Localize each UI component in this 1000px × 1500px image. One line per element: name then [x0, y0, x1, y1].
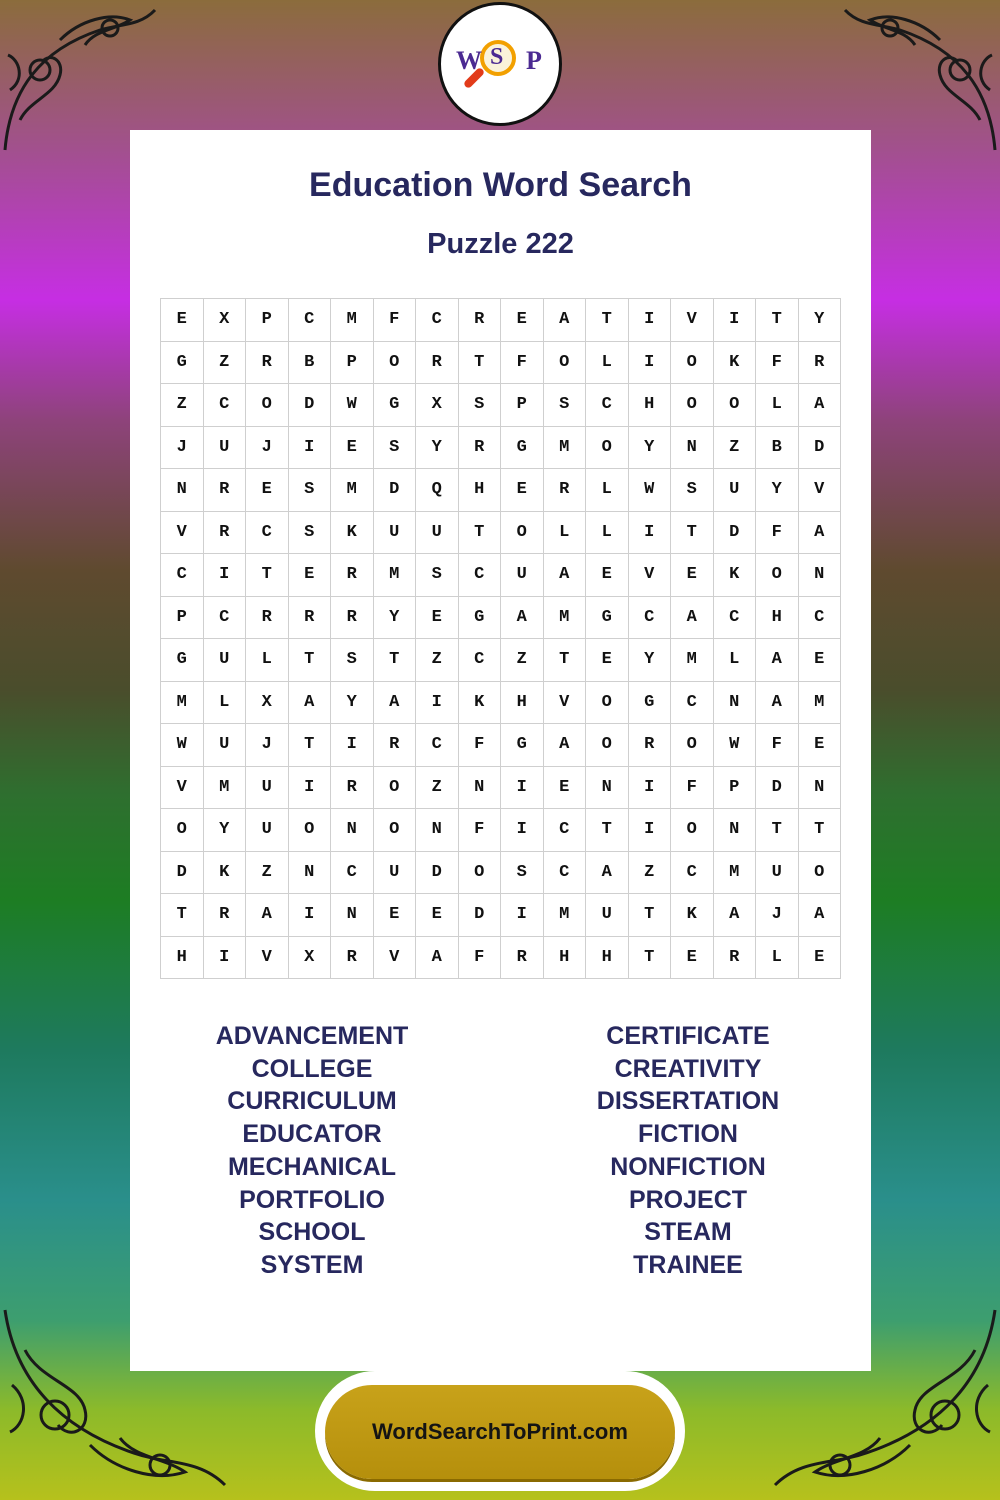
grid-cell[interactable]: K: [671, 894, 714, 937]
grid-cell[interactable]: O: [671, 724, 714, 767]
grid-cell[interactable]: Y: [756, 469, 799, 512]
grid-cell[interactable]: T: [246, 554, 289, 597]
grid-cell[interactable]: R: [629, 724, 672, 767]
grid-cell[interactable]: M: [374, 554, 417, 597]
grid-cell[interactable]: H: [501, 682, 544, 725]
word-list-item: STEAM: [644, 1218, 732, 1247]
grid-cell[interactable]: X: [246, 682, 289, 725]
grid-cell[interactable]: P: [161, 597, 204, 640]
grid-cell[interactable]: U: [586, 894, 629, 937]
grid-cell[interactable]: O: [586, 427, 629, 470]
grid-cell[interactable]: F: [671, 767, 714, 810]
word-list-item: PROJECT: [628, 1185, 748, 1214]
grid-cell[interactable]: Z: [204, 342, 247, 385]
grid-cell[interactable]: U: [204, 724, 247, 767]
grid-cell[interactable]: O: [246, 384, 289, 427]
grid-cell[interactable]: O: [544, 342, 587, 385]
grid-cell[interactable]: L: [714, 639, 757, 682]
grid-cell[interactable]: N: [331, 809, 374, 852]
grid-cell[interactable]: F: [756, 724, 799, 767]
grid-cell[interactable]: M: [331, 299, 374, 342]
grid-cell[interactable]: R: [501, 937, 544, 980]
grid-cell[interactable]: X: [204, 299, 247, 342]
grid-cell[interactable]: H: [629, 384, 672, 427]
grid-cell[interactable]: D: [459, 894, 502, 937]
grid-cell[interactable]: O: [459, 852, 502, 895]
grid-cell[interactable]: K: [204, 852, 247, 895]
grid-cell[interactable]: S: [374, 427, 417, 470]
grid-cell[interactable]: R: [204, 469, 247, 512]
grid-cell[interactable]: L: [204, 682, 247, 725]
grid-cell[interactable]: F: [459, 724, 502, 767]
grid-cell[interactable]: B: [289, 342, 332, 385]
grid-cell[interactable]: C: [671, 682, 714, 725]
grid-cell[interactable]: R: [544, 469, 587, 512]
grid-cell[interactable]: E: [799, 724, 842, 767]
word-list-item: CERTIFICATE: [606, 1022, 770, 1050]
grid-cell[interactable]: E: [331, 427, 374, 470]
grid-cell[interactable]: M: [671, 639, 714, 682]
grid-cell[interactable]: Z: [246, 852, 289, 895]
grid-cell[interactable]: U: [501, 554, 544, 597]
grid-cell[interactable]: P: [501, 384, 544, 427]
grid-cell[interactable]: J: [246, 427, 289, 470]
grid-cell[interactable]: I: [501, 809, 544, 852]
grid-cell[interactable]: Y: [331, 682, 374, 725]
word-list-item: FICTION: [638, 1120, 738, 1149]
grid-cell[interactable]: O: [586, 682, 629, 725]
grid-cell[interactable]: I: [204, 937, 247, 980]
grid-cell[interactable]: P: [246, 299, 289, 342]
grid-cell[interactable]: O: [501, 512, 544, 555]
grid-cell[interactable]: G: [374, 384, 417, 427]
grid-cell[interactable]: O: [671, 809, 714, 852]
letter-grid: [160, 298, 841, 979]
grid-cell[interactable]: H: [586, 937, 629, 980]
grid-cell[interactable]: F: [374, 299, 417, 342]
grid-cell[interactable]: T: [459, 342, 502, 385]
grid-cell[interactable]: E: [799, 937, 842, 980]
grid-cell[interactable]: G: [501, 427, 544, 470]
grid-cell[interactable]: E: [586, 639, 629, 682]
grid-cell[interactable]: H: [459, 469, 502, 512]
grid-cell[interactable]: C: [629, 597, 672, 640]
grid-cell[interactable]: T: [289, 639, 332, 682]
grid-cell[interactable]: I: [629, 809, 672, 852]
grid-cell[interactable]: N: [671, 427, 714, 470]
grid-cell[interactable]: E: [586, 554, 629, 597]
grid-cell[interactable]: U: [714, 469, 757, 512]
word-list-item: CURRICULUM: [227, 1087, 397, 1116]
grid-cell[interactable]: D: [161, 852, 204, 895]
grid-cell[interactable]: K: [459, 682, 502, 725]
grid-cell[interactable]: C: [544, 852, 587, 895]
grid-cell[interactable]: C: [204, 384, 247, 427]
grid-cell[interactable]: I: [416, 682, 459, 725]
grid-cell[interactable]: E: [246, 469, 289, 512]
grid-cell[interactable]: O: [799, 852, 842, 895]
site-link-button[interactable]: WordSearchToPrint.com: [325, 1385, 675, 1479]
grid-cell[interactable]: X: [289, 937, 332, 980]
grid-cell[interactable]: W: [629, 469, 672, 512]
grid-cell[interactable]: M: [799, 682, 842, 725]
grid-cell[interactable]: H: [161, 937, 204, 980]
grid-cell[interactable]: Y: [629, 427, 672, 470]
puzzle-number: Puzzle 222: [427, 228, 574, 260]
grid-cell[interactable]: S: [671, 469, 714, 512]
grid-cell[interactable]: M: [544, 597, 587, 640]
grid-cell[interactable]: M: [544, 427, 587, 470]
grid-cell[interactable]: A: [501, 597, 544, 640]
grid-cell[interactable]: N: [799, 554, 842, 597]
grid-cell[interactable]: H: [756, 597, 799, 640]
grid-cell[interactable]: U: [374, 852, 417, 895]
grid-cell[interactable]: W: [331, 384, 374, 427]
grid-cell[interactable]: Y: [799, 299, 842, 342]
word-list-item: NONFICTION: [610, 1152, 766, 1181]
grid-cell[interactable]: R: [204, 894, 247, 937]
grid-cell[interactable]: C: [586, 384, 629, 427]
grid-cell[interactable]: A: [544, 554, 587, 597]
grid-cell[interactable]: T: [161, 894, 204, 937]
grid-cell[interactable]: F: [756, 512, 799, 555]
grid-cell[interactable]: F: [756, 342, 799, 385]
grid-cell[interactable]: C: [289, 299, 332, 342]
grid-cell[interactable]: N: [459, 767, 502, 810]
grid-cell[interactable]: L: [544, 512, 587, 555]
grid-cell[interactable]: T: [289, 724, 332, 767]
grid-cell[interactable]: C: [204, 597, 247, 640]
word-list-left: [162, 1020, 462, 1282]
grid-cell[interactable]: M: [331, 469, 374, 512]
puzzle-card: [130, 130, 871, 1371]
grid-cell[interactable]: S: [416, 554, 459, 597]
grid-cell[interactable]: U: [246, 809, 289, 852]
grid-cell[interactable]: A: [671, 597, 714, 640]
grid-cell[interactable]: S: [544, 384, 587, 427]
grid-cell[interactable]: A: [246, 894, 289, 937]
grid-cell[interactable]: N: [586, 767, 629, 810]
grid-cell[interactable]: Y: [204, 809, 247, 852]
grid-cell[interactable]: N: [714, 809, 757, 852]
word-list-item: COLLEGE: [251, 1054, 373, 1083]
grid-cell[interactable]: E: [161, 299, 204, 342]
grid-cell[interactable]: S: [459, 384, 502, 427]
grid-cell[interactable]: D: [799, 427, 842, 470]
grid-cell[interactable]: R: [246, 597, 289, 640]
grid-cell[interactable]: S: [289, 469, 332, 512]
grid-cell[interactable]: C: [416, 299, 459, 342]
grid-cell[interactable]: V: [544, 682, 587, 725]
grid-cell[interactable]: R: [331, 554, 374, 597]
grid-cell[interactable]: W: [161, 724, 204, 767]
grid-cell[interactable]: O: [374, 809, 417, 852]
word-list-item: PORTFOLIO: [239, 1185, 385, 1214]
word-list-item: SYSTEM: [260, 1250, 364, 1279]
grid-cell[interactable]: L: [756, 937, 799, 980]
grid-cell[interactable]: A: [799, 512, 842, 555]
grid-cell[interactable]: L: [586, 469, 629, 512]
grid-cell[interactable]: S: [501, 852, 544, 895]
grid-cell[interactable]: U: [204, 639, 247, 682]
grid-cell[interactable]: Y: [374, 597, 417, 640]
grid-cell[interactable]: N: [416, 809, 459, 852]
grid-cell[interactable]: N: [714, 682, 757, 725]
grid-cell[interactable]: X: [416, 384, 459, 427]
grid-cell[interactable]: D: [374, 469, 417, 512]
grid-cell[interactable]: C: [544, 809, 587, 852]
logo-letter-p: P: [526, 46, 542, 75]
grid-cell[interactable]: Z: [714, 427, 757, 470]
grid-cell[interactable]: T: [586, 809, 629, 852]
grid-cell[interactable]: C: [459, 554, 502, 597]
grid-cell[interactable]: I: [289, 767, 332, 810]
grid-cell[interactable]: K: [714, 554, 757, 597]
grid-cell[interactable]: M: [161, 682, 204, 725]
grid-cell[interactable]: A: [289, 682, 332, 725]
grid-cell[interactable]: U: [204, 427, 247, 470]
grid-cell[interactable]: D: [416, 852, 459, 895]
grid-cell[interactable]: R: [289, 597, 332, 640]
grid-cell[interactable]: O: [586, 724, 629, 767]
grid-cell[interactable]: L: [586, 342, 629, 385]
grid-cell[interactable]: F: [459, 937, 502, 980]
grid-cell[interactable]: L: [586, 512, 629, 555]
grid-cell[interactable]: I: [629, 512, 672, 555]
word-list-item: MECHANICAL: [227, 1152, 397, 1181]
grid-cell[interactable]: R: [374, 724, 417, 767]
grid-cell[interactable]: M: [544, 894, 587, 937]
grid-cell[interactable]: O: [374, 767, 417, 810]
grid-cell[interactable]: C: [714, 597, 757, 640]
logo-letter-w: W: [456, 46, 482, 75]
grid-cell[interactable]: Z: [416, 767, 459, 810]
grid-cell[interactable]: I: [501, 767, 544, 810]
grid-cell[interactable]: V: [161, 512, 204, 555]
grid-cell[interactable]: N: [799, 767, 842, 810]
grid-cell[interactable]: R: [459, 427, 502, 470]
grid-cell[interactable]: J: [756, 894, 799, 937]
grid-cell[interactable]: A: [544, 299, 587, 342]
grid-cell[interactable]: I: [331, 724, 374, 767]
grid-cell[interactable]: F: [459, 809, 502, 852]
grid-cell[interactable]: L: [756, 384, 799, 427]
grid-cell[interactable]: G: [459, 597, 502, 640]
grid-cell[interactable]: R: [331, 767, 374, 810]
grid-cell[interactable]: M: [714, 852, 757, 895]
grid-cell[interactable]: R: [459, 299, 502, 342]
grid-cell[interactable]: K: [714, 342, 757, 385]
grid-cell[interactable]: T: [671, 512, 714, 555]
grid-cell[interactable]: V: [161, 767, 204, 810]
grid-cell[interactable]: E: [289, 554, 332, 597]
grid-cell[interactable]: V: [246, 937, 289, 980]
word-list-right: [538, 1020, 838, 1282]
grid-cell[interactable]: H: [544, 937, 587, 980]
grid-cell[interactable]: T: [629, 894, 672, 937]
grid-cell[interactable]: J: [246, 724, 289, 767]
grid-cell[interactable]: A: [586, 852, 629, 895]
word-list-item: DISSERTATION: [596, 1087, 780, 1116]
grid-cell[interactable]: U: [374, 512, 417, 555]
grid-cell[interactable]: V: [629, 554, 672, 597]
page-title: Education Word Search: [309, 166, 692, 204]
grid-cell[interactable]: R: [331, 597, 374, 640]
grid-cell[interactable]: E: [671, 554, 714, 597]
grid-cell[interactable]: R: [246, 342, 289, 385]
grid-cell[interactable]: D: [289, 384, 332, 427]
grid-cell[interactable]: R: [799, 342, 842, 385]
grid-cell[interactable]: P: [714, 767, 757, 810]
grid-cell[interactable]: B: [756, 427, 799, 470]
grid-cell[interactable]: O: [756, 554, 799, 597]
grid-cell[interactable]: O: [289, 809, 332, 852]
grid-cell[interactable]: I: [629, 767, 672, 810]
grid-cell[interactable]: T: [799, 809, 842, 852]
grid-cell[interactable]: T: [459, 512, 502, 555]
grid-cell[interactable]: A: [756, 639, 799, 682]
grid-cell[interactable]: S: [331, 639, 374, 682]
grid-cell[interactable]: L: [246, 639, 289, 682]
grid-cell[interactable]: Z: [416, 639, 459, 682]
grid-cell[interactable]: E: [671, 937, 714, 980]
grid-cell[interactable]: A: [799, 894, 842, 937]
grid-cell[interactable]: T: [756, 809, 799, 852]
grid-cell[interactable]: Y: [629, 639, 672, 682]
grid-cell[interactable]: C: [161, 554, 204, 597]
grid-cell[interactable]: Q: [416, 469, 459, 512]
grid-cell[interactable]: T: [374, 639, 417, 682]
grid-cell[interactable]: C: [331, 852, 374, 895]
grid-cell[interactable]: U: [416, 512, 459, 555]
grid-cell[interactable]: E: [799, 639, 842, 682]
grid-cell[interactable]: T: [629, 937, 672, 980]
grid-cell[interactable]: K: [331, 512, 374, 555]
grid-cell[interactable]: U: [246, 767, 289, 810]
grid-cell[interactable]: E: [544, 767, 587, 810]
grid-cell[interactable]: Y: [416, 427, 459, 470]
grid-cell[interactable]: R: [204, 512, 247, 555]
grid-cell[interactable]: T: [756, 299, 799, 342]
grid-cell[interactable]: I: [629, 299, 672, 342]
grid-cell[interactable]: G: [501, 724, 544, 767]
grid-cell[interactable]: O: [671, 342, 714, 385]
grid-cell[interactable]: C: [246, 512, 289, 555]
grid-cell[interactable]: E: [374, 894, 417, 937]
grid-cell[interactable]: R: [416, 342, 459, 385]
grid-cell[interactable]: C: [671, 852, 714, 895]
grid-cell[interactable]: G: [629, 682, 672, 725]
grid-cell[interactable]: C: [459, 639, 502, 682]
grid-cell[interactable]: D: [756, 767, 799, 810]
grid-cell[interactable]: A: [374, 682, 417, 725]
grid-cell[interactable]: E: [501, 469, 544, 512]
word-list-item: EDUCATOR: [242, 1120, 382, 1149]
grid-cell[interactable]: D: [714, 512, 757, 555]
grid-cell[interactable]: I: [501, 894, 544, 937]
word-list-item: TRAINEE: [633, 1250, 743, 1279]
grid-cell[interactable]: T: [544, 639, 587, 682]
grid-cell[interactable]: I: [204, 554, 247, 597]
grid-cell[interactable]: G: [586, 597, 629, 640]
grid-cell[interactable]: J: [161, 427, 204, 470]
grid-cell[interactable]: V: [671, 299, 714, 342]
grid-cell[interactable]: Z: [629, 852, 672, 895]
grid-cell[interactable]: I: [629, 342, 672, 385]
grid-cell[interactable]: A: [756, 682, 799, 725]
grid-cell[interactable]: A: [544, 724, 587, 767]
grid-cell[interactable]: S: [289, 512, 332, 555]
grid-cell[interactable]: W: [714, 724, 757, 767]
grid-cell[interactable]: O: [161, 809, 204, 852]
grid-cell[interactable]: R: [331, 937, 374, 980]
grid-cell[interactable]: O: [671, 384, 714, 427]
grid-cell[interactable]: U: [756, 852, 799, 895]
grid-cell[interactable]: E: [416, 597, 459, 640]
grid-cell[interactable]: V: [374, 937, 417, 980]
grid-cell[interactable]: A: [799, 384, 842, 427]
grid-cell[interactable]: O: [714, 384, 757, 427]
grid-cell[interactable]: V: [799, 469, 842, 512]
grid-cell[interactable]: C: [416, 724, 459, 767]
grid-cell[interactable]: G: [161, 639, 204, 682]
grid-cell[interactable]: N: [161, 469, 204, 512]
grid-cell[interactable]: I: [714, 299, 757, 342]
grid-cell[interactable]: A: [714, 894, 757, 937]
grid-cell[interactable]: G: [161, 342, 204, 385]
grid-cell[interactable]: E: [416, 894, 459, 937]
word-list-item: SCHOOL: [258, 1218, 366, 1247]
grid-cell[interactable]: P: [331, 342, 374, 385]
grid-cell[interactable]: N: [331, 894, 374, 937]
grid-cell[interactable]: I: [289, 427, 332, 470]
grid-cell[interactable]: E: [501, 299, 544, 342]
word-list-item: ADVANCEMENT: [215, 1022, 409, 1050]
grid-cell[interactable]: N: [289, 852, 332, 895]
grid-cell[interactable]: C: [799, 597, 842, 640]
grid-cell[interactable]: R: [714, 937, 757, 980]
grid-cell[interactable]: Z: [161, 384, 204, 427]
grid-cell[interactable]: I: [289, 894, 332, 937]
wsp-logo[interactable]: [438, 2, 562, 126]
grid-cell[interactable]: T: [586, 299, 629, 342]
grid-cell[interactable]: A: [416, 937, 459, 980]
grid-cell[interactable]: Z: [501, 639, 544, 682]
grid-cell[interactable]: O: [374, 342, 417, 385]
word-list-item: CREATIVITY: [614, 1054, 762, 1083]
grid-cell[interactable]: F: [501, 342, 544, 385]
logo-letter-s: S: [490, 44, 504, 70]
grid-cell[interactable]: M: [204, 767, 247, 810]
